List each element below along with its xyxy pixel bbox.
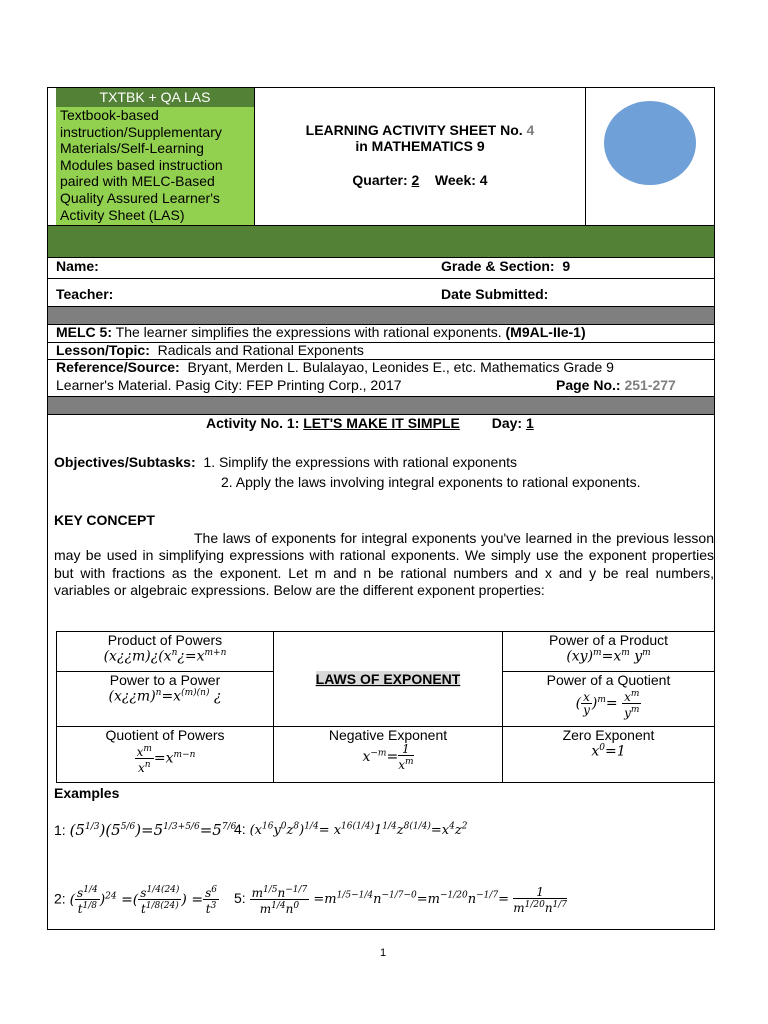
sheet-title: LEARNING ACTIVITY SHEET No. 4 xyxy=(305,122,535,138)
lesson-line: Lesson/Topic: Radicals and Rational Exponents xyxy=(56,342,364,358)
example-4: 4: $(x^{16}y^0z^8)^{1/4}= x^{16(1/4)}1^{1/4}z^{8(1/4)}=x^4z^2$ xyxy=(234,821,468,838)
quarter-value: 2 xyxy=(411,172,420,188)
objective-item: 2. Apply the laws involving integral exponents to rational exponents. xyxy=(221,474,641,490)
example-2: 2: ( $\frac{s^{1/4}}{t^{1/8}}$ )$^{24}$ =( $\frac{s^{1/4(24)}}{t^{1/8(24)}}$ ) = $\frac{s^6}{t^3}$ xyxy=(54,885,217,916)
product-of-powers-formula: $(x¿¿m)¿(x^n¿=x^{m+n}$ xyxy=(103,648,227,665)
activity-title: LET'S MAKE IT SIMPLE xyxy=(303,415,460,431)
product-of-powers-cell: Product of Powers $(x¿¿m)¿(x^n¿=x^{m+n}$ xyxy=(57,632,274,672)
negative-exponent-cell: Negative Exponent $x^{-m}=$ $\frac{1}{x^m}$ xyxy=(274,727,503,783)
badge: TXTBK + QA LAS xyxy=(56,88,254,107)
page-no: Page No.: 251-277 xyxy=(556,377,676,393)
melc-line: MELC 5: The learner simplifies the expressions with rational exponents. (M9AL-IIe-1) xyxy=(56,324,586,340)
objective-item: 1. Simplify the expressions with rational exponents xyxy=(203,454,518,470)
zero-exponent-cell: Zero Exponent $x^0=1$ xyxy=(503,727,715,783)
laws-title: LAWS OF EXPONENT xyxy=(315,671,461,687)
reference-line-2: Learner's Material. Pasig City: FEP Printing Corp., 2017 xyxy=(56,377,402,393)
laws-title-cell xyxy=(274,632,503,727)
example-5: 5: $\frac{m^{1/5}n^{-1/7}}{m^{1/4}n^0}$ $=m^{1/5-1/4}n^{-1/7-0}=m^{-1/20}n^{-1/7}=$ $\frac{1}{m^{1/20}n^{1/7}}$ xyxy=(234,884,568,916)
key-concept-paragraph: The laws of exponents for integral exponents you've learned in the previous lesson may be used in simplifying expressions with rational exponents. We simply use the exponent properties but with fractions as the exponent. Let m and n be rational numbers and x and y be real numbers, variables or algebraic expressions. Below are the different exponent properties: xyxy=(54,530,714,599)
subject-line: in MATHEMATICS 9 xyxy=(355,138,485,154)
date-submitted-label: Date Submitted: xyxy=(441,286,549,302)
logo-placeholder-icon xyxy=(604,101,696,185)
activity-line: Activity No. 1: LET'S MAKE IT SIMPLE Day: 1 xyxy=(206,415,534,431)
header-description: Textbook-based instruction/Supplementary Materials/Self-Learning Modules based instruction paired with MELC-Based Quality Assured Learner's Activity Sheet (LAS) xyxy=(56,107,254,225)
power-to-power-cell: Power to a Power $(x¿¿m)^n=x^{(m)(n)}$ ¿ xyxy=(57,672,274,727)
header-title-box xyxy=(255,88,586,225)
grade-section: Grade & Section: 9 xyxy=(441,258,571,274)
quarter-week-line: Quarter: 2 Week: 4 xyxy=(352,172,488,188)
laws-of-exponent-table xyxy=(56,631,715,783)
green-band xyxy=(48,226,714,257)
grey-band-1 xyxy=(48,307,714,324)
teacher-label: Teacher: xyxy=(56,286,114,302)
activity-sheet xyxy=(47,87,715,930)
header-logo-box xyxy=(585,88,714,225)
examples-heading: Examples xyxy=(54,785,120,801)
week-value: 4 xyxy=(479,172,488,188)
power-of-product-cell: Power of a Product $(xy)^m=x^m$ $y^m$ xyxy=(503,632,715,672)
name-label: Name: xyxy=(56,258,99,274)
header-left-box xyxy=(56,88,255,225)
quotient-of-powers-cell: Quotient of Powers $\frac{x^m}{x^n}$ $=x^{m-n}$ xyxy=(57,727,274,783)
power-of-quotient-cell: Power of a Quotient ( $\frac{x}{y}$ )$^m$= $\frac{x^m}{y^m}$ xyxy=(503,672,715,727)
reference-line-1: Reference/Source: Bryant, Merden L. Bulalayao, Leonides E., etc. Mathematics Grade 9 xyxy=(56,359,614,375)
objectives: Objectives/Subtasks: 1. Simplify the expressions with rational exponents xyxy=(54,454,518,470)
sheet-number: 4 xyxy=(526,122,535,138)
page-number: 1 xyxy=(380,947,387,959)
grade-value: 9 xyxy=(562,258,571,274)
example-1: 1: $(5^{1/3})(5^{5/6})=5^{1/3+5/6}=5^{7/6}$ xyxy=(54,821,237,839)
key-concept-heading: KEY CONCEPT xyxy=(54,512,155,528)
grey-band-2 xyxy=(48,397,714,414)
